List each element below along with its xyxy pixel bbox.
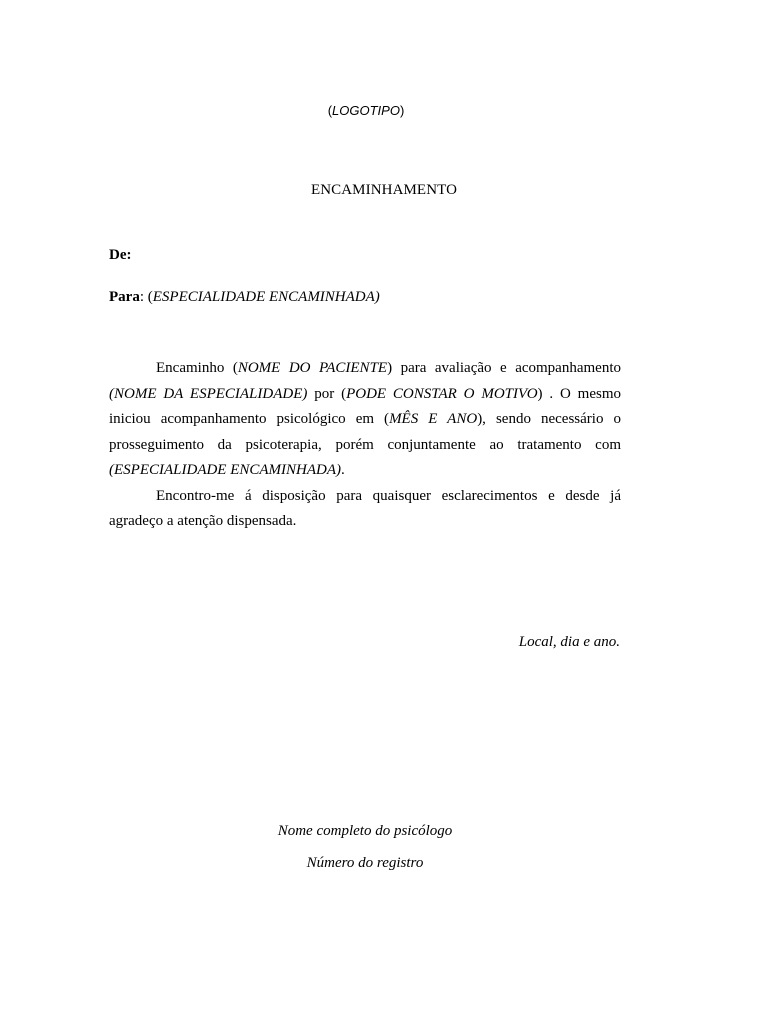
from-label: De: [109, 247, 132, 263]
signer-name: Nome completo do psicólogo [277, 823, 453, 839]
to-line [109, 289, 380, 306]
logo-open-paren: ( [327, 103, 333, 118]
letter-body [109, 356, 621, 535]
body-paragraph-2: Encontro-me á disposição para quaisquer esclarecimentos e desde já agradeço a atenção dispensada. [109, 487, 621, 529]
month-year-placeholder: MÊS E ANO [389, 411, 478, 427]
to-label: Para [109, 289, 140, 305]
body-text-segment: ) . O mesmo iniciou acompanhamento psicológico em ( [109, 385, 621, 427]
to-value: ESPECIALIDADE ENCAMINHADA) [152, 289, 380, 305]
reason-placeholder: PODE CONSTAR O MOTIVO [346, 385, 538, 402]
signer-registry: Número do registro [306, 855, 424, 871]
patient-name-placeholder: NOME DO PACIENTE [237, 360, 388, 376]
referred-specialty-placeholder: (ESPECIALIDADE ENCAMINHADA) [109, 462, 342, 478]
body-text-segment: . [341, 462, 345, 478]
place-date-line: Local, dia e ano. [518, 634, 620, 650]
body-paragraph-1 [109, 356, 621, 484]
document-title: ENCAMINHAMENTO [310, 182, 458, 198]
logo-placeholder [0, 103, 732, 118]
from-line [109, 247, 132, 264]
to-separator: : ( [139, 289, 153, 305]
body-text-segment: ), sendo necessário o prosseguimento da psicoterapia, porém conjuntamente ao tratamento com [109, 411, 621, 453]
logo-close-paren: ) [399, 103, 405, 118]
body-text-segment: Encaminho ( [156, 360, 238, 376]
logo-text: LOGOTIPO [332, 103, 400, 118]
body-text-segment: por ( [307, 385, 347, 402]
body-text-segment: ) para avaliação e acompanhamento [387, 360, 621, 376]
specialty-name-placeholder: (NOME DA ESPECIALIDADE) [109, 385, 308, 402]
